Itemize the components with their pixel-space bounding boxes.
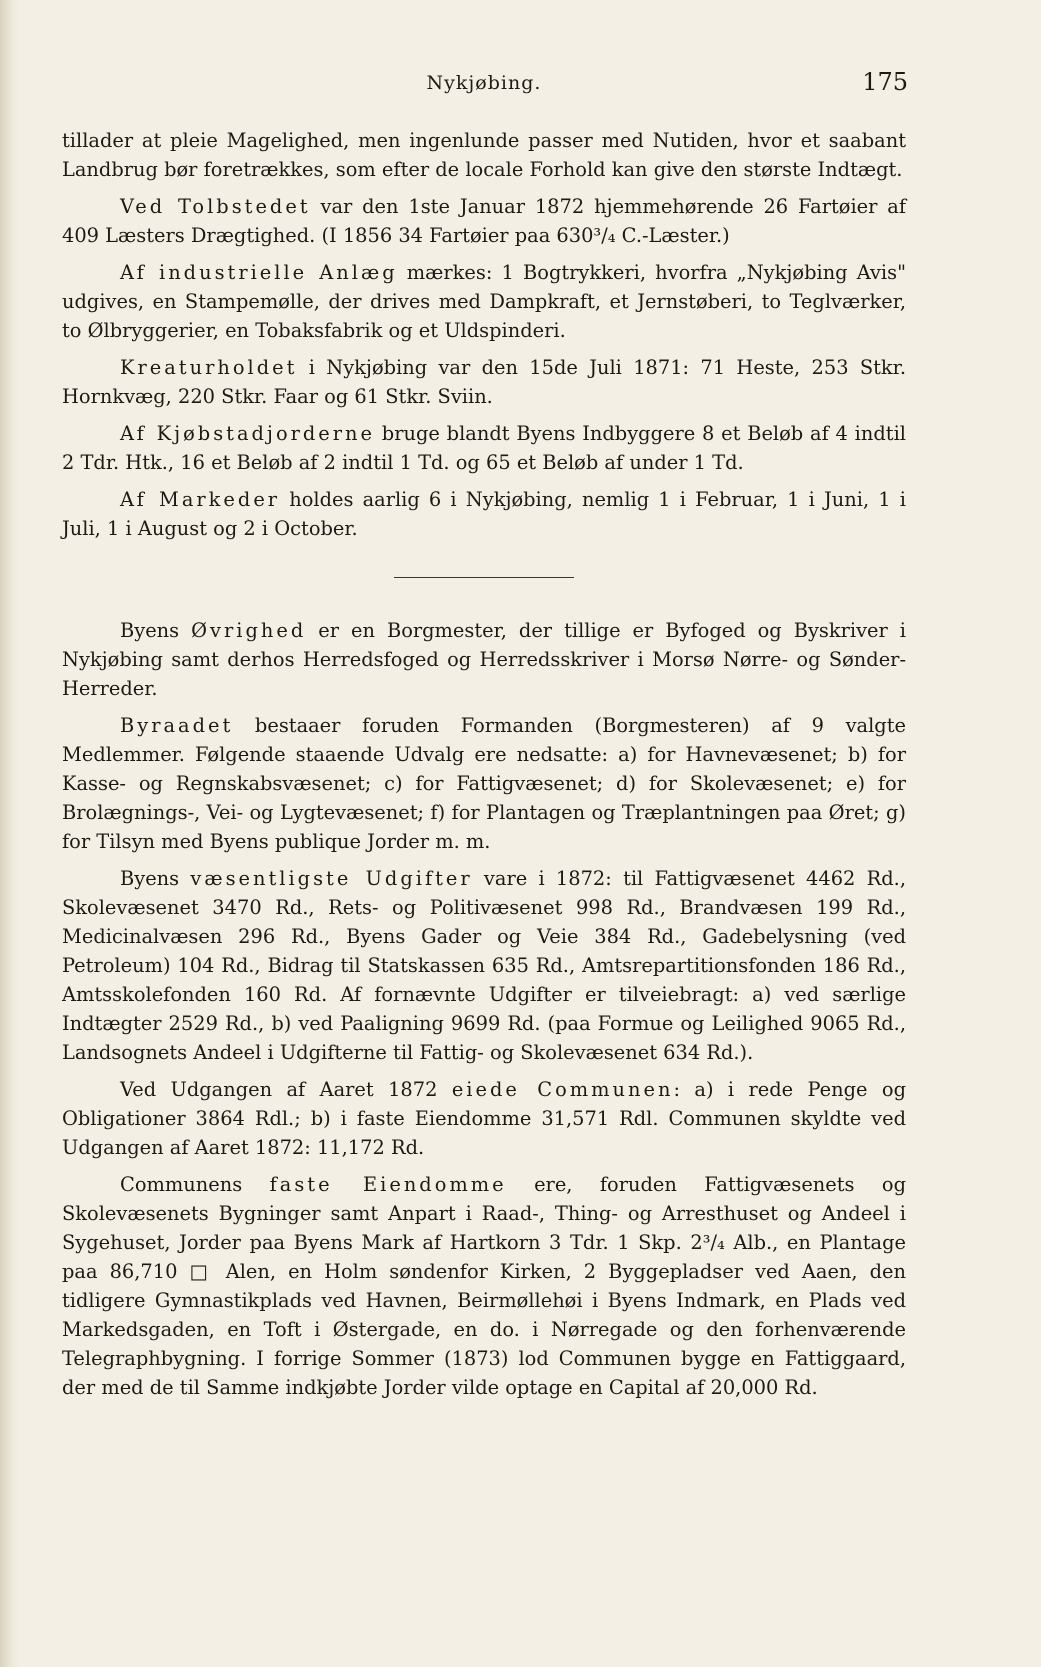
paragraph-text: ere, foruden Fattigvæsenets og Skolevæsenets Bygninger samt Anpart i Raad-, Thing- og Arresthuset og Andeel i Sygehuset, Jorder paa Byens Mark af Hartkorn 3 Tdr. 1 Skp. 2³/₄ Alb., en Plantage paa 86,710 □ Alen, en Holm søndenfor Kirken, 2 Byggepladser ved Aaen, den tidligere Gymnastikplads ved Havnen, Beirmøllehøi i Byens Indmark, en Plads ved Markedsgaden, en Toft i Østergade, en do. i Nørregade og den forhenværende Telegraphbygning. I forrige Sommer (1873) lod Communen bygge en Fattiggaard, der med de til Samme indkjøbte Jorder vilde optage en Capital af 20,000 Rd.: [62, 1173, 907, 1399]
paragraph-lead: væsentligste Udgifter: [190, 867, 473, 890]
paragraph-text: holdes aarlig 6 i Nykjøbing, nemlig 1 i Februar, 1 i Juni, 1 i Juli, 1 i August og 2 i October.: [62, 488, 906, 540]
paragraph-text: bestaaer foruden Formanden (Borgmesteren) af 9 valgte Medlemmer. Følgende staaende Udvalg ere nedsatte: a) for Havnevæsenet; b) for Kasse- og Regnskabsvæsenet; c) for Fattigvæsenet; d) for Skolevæsenet; e) for Brolægnings-, Vei- og Lygtevæsenet; f) for Plantagen og Træplantningen paa Øret; g) for Tilsyn med Byens publique Jorder m. m.: [62, 714, 906, 853]
paragraph-lead: faste Eiendomme: [269, 1173, 507, 1196]
paragraph-authority: [62, 616, 906, 703]
book-page: [62, 66, 906, 1410]
paragraph-agriculture: [62, 126, 906, 184]
paragraph-livestock: [62, 353, 906, 411]
paragraph-real-estate: [62, 1170, 906, 1402]
paragraph-lead: Af industrielle Anlæg: [120, 261, 398, 284]
paragraph-lead: Øvrighed: [191, 619, 307, 642]
paragraph-lead: eiede Communen: [451, 1078, 674, 1101]
paragraph-text: : a) i rede Penge og Obligationer 3864 Rdl.; b) i faste Eiendomme 31,571 Rdl. Communen skyldte ved Udgangen af Aaret 1872: 11,172 Rd.: [62, 1078, 906, 1159]
section-divider: [394, 577, 574, 578]
paragraph-prefix: Byens: [120, 619, 192, 642]
paragraph-assets: [62, 1075, 906, 1162]
page-number: 175: [862, 68, 908, 96]
paragraph-town-council: [62, 711, 906, 856]
paragraph-customs: [62, 192, 906, 250]
paragraph-markets: [62, 485, 906, 543]
running-title: Nykjøbing.: [426, 72, 542, 94]
paragraph-industry: [62, 258, 906, 345]
running-head: [62, 66, 906, 100]
paragraph-text: vare i 1872: til Fattigvæsenet 4462 Rd., Skolevæsenet 3470 Rd., Rets- og Politivæsenet 998 Rd., Brandvæsen 199 Rd., Medicinalvæsen 296 Rd., Byens Gader og Veie 384 Rd., Gadebelysning (ved Petroleum) 104 Rd., Bidrag til Statskassen 635 Rd., Amtsrepartitionsfonden 186 Rd., Amtsskolefonden 160 Rd. Af fornævnte Udgifter er tilveiebragt: a) ved særlige Indtægter 2529 Rd., b) ved Paaligning 9699 Rd. (paa Formue og Leilighed 9065 Rd., Landsognets Andeel i Udgifterne til Fattig- og Skolevæsenet 634 Rd.).: [62, 867, 906, 1064]
paragraph-expenses: [62, 864, 906, 1067]
paragraph-lead: Byraadet: [120, 714, 234, 737]
paragraph-text: er en Borgmester, der tillige er Byfoged og Byskriver i Nykjøbing samt derhos Herredsfoged og Herredsskriver i Morsø Nørre- og Sønder- Herreder.: [62, 619, 906, 700]
paragraph-lead: Kreaturholdet: [120, 356, 298, 379]
paragraph-text: var den 1ste Januar 1872 hjemmehørende 26 Fartøier af 409 Læsters Drægtighed. (I 1856 34 Fartøier paa 630³/₄ C.-Læster.): [62, 195, 906, 247]
paragraph-lead: Af Markeder: [120, 488, 281, 511]
paragraph-town-lands: [62, 419, 906, 477]
paragraph-text: bruge blandt Byens Indbyggere 8 et Beløb af 4 indtil 2 Tdr. Htk., 16 et Beløb af 2 indtil 1 Td. og 65 et Beløb af under 1 Td.: [62, 422, 906, 474]
book-spine-shadow: [0, 0, 18, 1667]
paragraph-prefix: Communens: [120, 1173, 270, 1196]
paragraph-text: tillader at pleie Magelighed, men ingenlunde passer med Nutiden, hvor et saabant Landbrug bør foretrækkes, som efter de locale Forhold kan give den største Indtægt.: [62, 129, 906, 181]
paragraph-text: mærkes: 1 Bogtrykkeri, hvorfra „Nykjøbing Avis" udgives, en Stampemølle, der drives med Dampkraft, et Jernstøberi, to Teglværker, to Ølbryggerier, en Tobaksfabrik og et Uldspinderi.: [62, 261, 906, 342]
paragraph-prefix: Byens: [120, 867, 191, 890]
paragraph-lead: Af Kjøbstadjorderne: [120, 422, 376, 445]
paragraph-lead: Ved Tolbstedet: [120, 195, 311, 218]
paragraph-prefix: Ved Udgangen af Aaret 1872: [120, 1078, 452, 1101]
paragraph-text: i Nykjøbing var den 15de Juli 1871: 71 Heste, 253 Stkr. Hornkvæg, 220 Stkr. Faar og 61 Stkr. Sviin.: [62, 356, 906, 408]
